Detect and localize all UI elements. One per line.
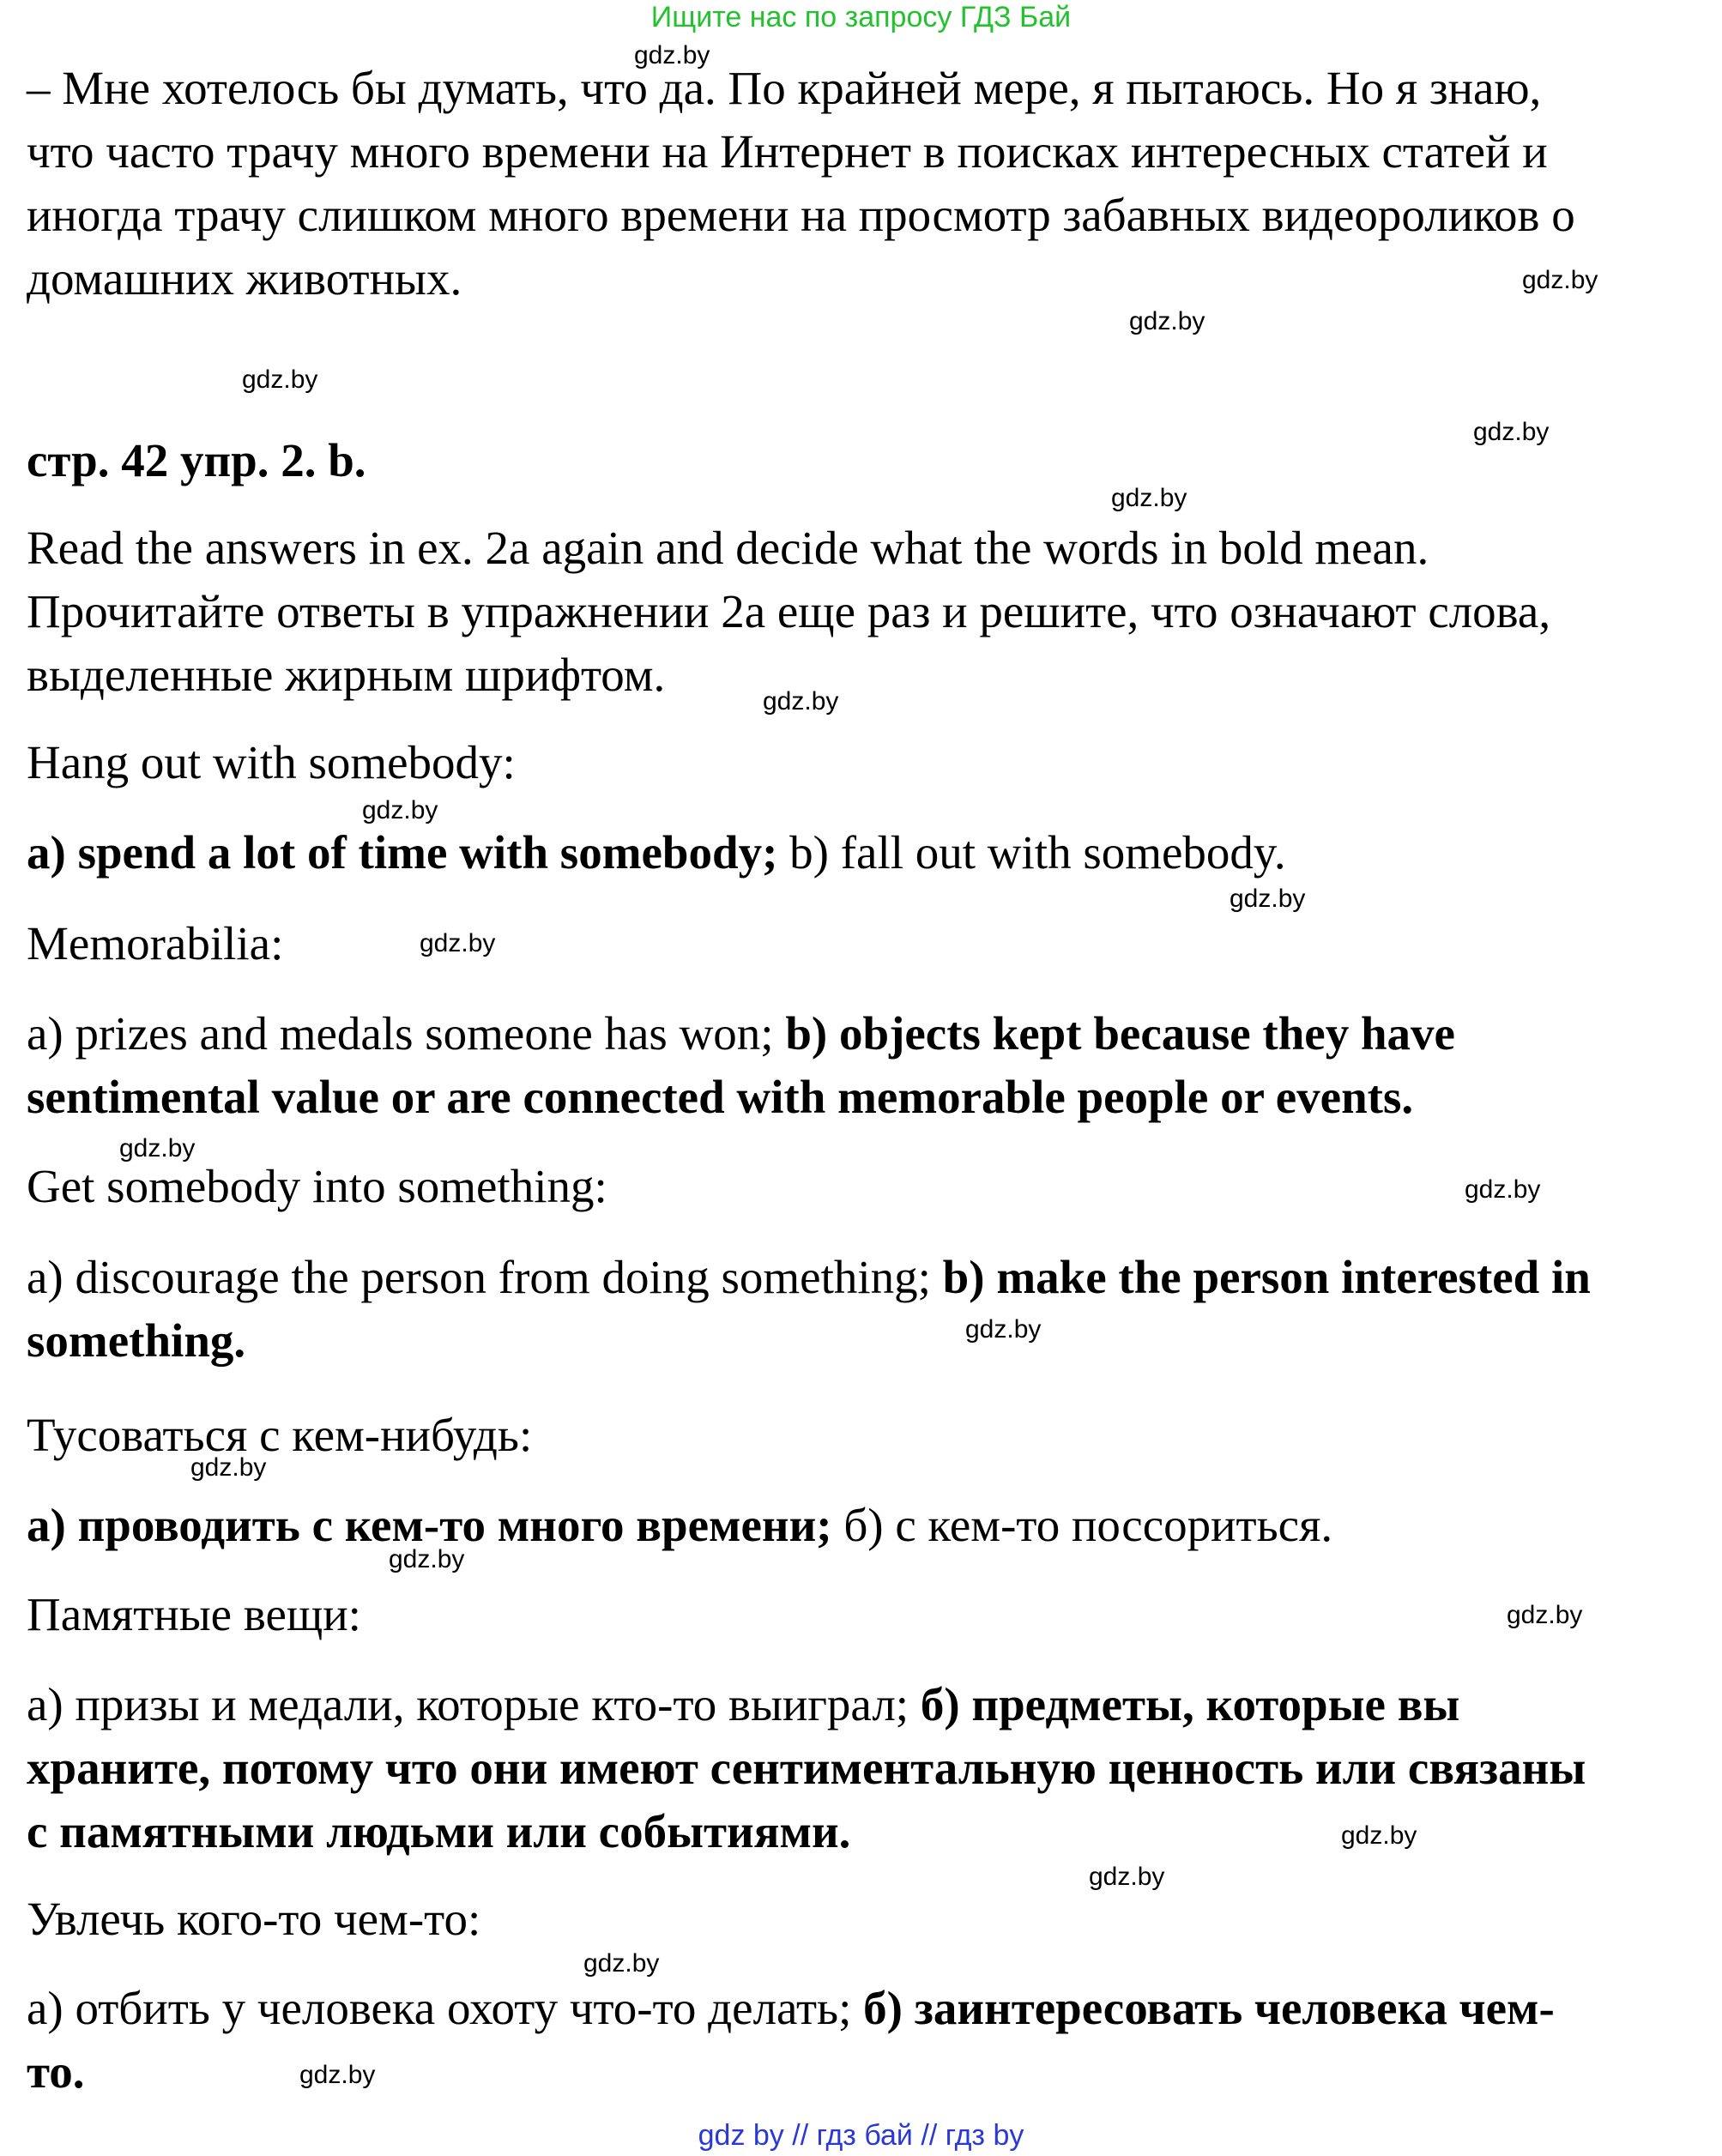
wrong-answer: a) discourage the person from doing something; bbox=[27, 1251, 943, 1303]
watermark: gdz.by bbox=[1089, 1863, 1165, 1891]
correct-answer-cont: то. bbox=[27, 2045, 85, 2098]
options-ru-hang-out bbox=[27, 1494, 1700, 1557]
options-hang-out bbox=[27, 821, 1700, 885]
term-ru-hang-out: Тусоваться с кем-нибудь: bbox=[27, 1409, 533, 1461]
watermark: gdz.by bbox=[634, 41, 710, 69]
wrong-answer: а) призы и медали, которые кто-то выиграл; bbox=[27, 1678, 921, 1730]
instruction-ru: Прочитайте ответы в упражнении 2а еще раз и решите, что означают слова, bbox=[27, 585, 1551, 637]
intro-line: – Мне хотелось бы думать, что да. По крайней мере, я пытаюсь. Но я знаю, bbox=[27, 62, 1542, 114]
correct-answer: b) objects kept because they have bbox=[785, 1007, 1455, 1060]
exercise-heading: стр. 42 упр. 2. b. bbox=[27, 434, 366, 486]
correct-answer: b) make the person interested in bbox=[942, 1251, 1591, 1303]
watermark: gdz.by bbox=[763, 687, 839, 716]
watermark: gdz.by bbox=[119, 1134, 196, 1163]
options-ru-get-into bbox=[27, 1977, 1700, 2040]
wrong-answer: b) fall out with somebody. bbox=[777, 826, 1286, 879]
wrong-answer: a) prizes and medals someone has won; bbox=[27, 1007, 786, 1060]
watermark: gdz.by bbox=[583, 1949, 660, 1978]
watermark: gdz.by bbox=[1522, 266, 1598, 294]
options-memorabilia bbox=[27, 1002, 1700, 1066]
intro-line: иногда трачу слишком много времени на просмотр забавных видеороликов о bbox=[27, 189, 1575, 241]
term-get-into: Get somebody into something: bbox=[27, 1160, 607, 1212]
wrong-answer: б) с кем-то поссориться. bbox=[831, 1499, 1333, 1551]
correct-answer-cont: храните, потому что они имеют сентиментальную ценность или связаны bbox=[27, 1742, 1586, 1794]
watermark: gdz.by bbox=[420, 929, 496, 957]
options-get-into bbox=[27, 1246, 1700, 1309]
watermark: gdz.by bbox=[965, 1315, 1042, 1344]
term-memorabilia: Memorabilia: bbox=[27, 917, 284, 969]
instruction-ru: выделенные жирным шрифтом. bbox=[27, 649, 666, 701]
watermark: gdz.by bbox=[1507, 1601, 1583, 1629]
watermark: gdz.by bbox=[389, 1545, 465, 1573]
correct-answer: a) spend a lot of time with somebody; bbox=[27, 826, 778, 879]
instruction-en: Read the answers in ex. 2a again and decide what the words in bold mean. bbox=[27, 522, 1429, 574]
options-ru-memorabilia bbox=[27, 1673, 1700, 1736]
watermark: gdz.by bbox=[242, 365, 318, 394]
intro-line: что часто трачу много времени на Интернет в поисках интересных статей и bbox=[27, 125, 1548, 178]
watermark: gdz.by bbox=[1230, 885, 1306, 913]
intro-line: домашних животных. bbox=[27, 252, 462, 305]
wrong-answer: а) отбить у человека охоту что-то делать; bbox=[27, 1982, 864, 2034]
footer-links[interactable]: gdz by // гдз бай // гдз by bbox=[698, 2119, 1024, 2152]
watermark: gdz.by bbox=[299, 2061, 376, 2089]
correct-answer: б) заинтересовать человека чем- bbox=[863, 1982, 1555, 2034]
correct-answer-cont: something. bbox=[27, 1314, 246, 1367]
correct-answer: б) предметы, которые вы bbox=[920, 1678, 1460, 1730]
watermark: gdz.by bbox=[1473, 418, 1550, 446]
watermark: gdz.by bbox=[1465, 1175, 1541, 1204]
search-banner[interactable]: Ищите нас по запросу ГДЗ Бай bbox=[650, 1, 1072, 33]
term-ru-memorabilia: Памятные вещи: bbox=[27, 1588, 361, 1640]
correct-answer-cont: с памятными людьми или событиями. bbox=[27, 1805, 851, 1857]
watermark: gdz.by bbox=[1341, 1821, 1417, 1850]
correct-answer: а) проводить с кем-то много времени; bbox=[27, 1499, 832, 1551]
watermark: gdz.by bbox=[1129, 307, 1205, 335]
watermark: gdz.by bbox=[362, 796, 438, 824]
watermark: gdz.by bbox=[190, 1453, 267, 1482]
correct-answer-cont: sentimental value or are connected with memorable people or events. bbox=[27, 1071, 1414, 1123]
watermark: gdz.by bbox=[1111, 484, 1187, 512]
term-hang-out: Hang out with somebody: bbox=[27, 736, 516, 788]
term-ru-get-into: Увлечь кого-то чем-то: bbox=[27, 1893, 481, 1945]
